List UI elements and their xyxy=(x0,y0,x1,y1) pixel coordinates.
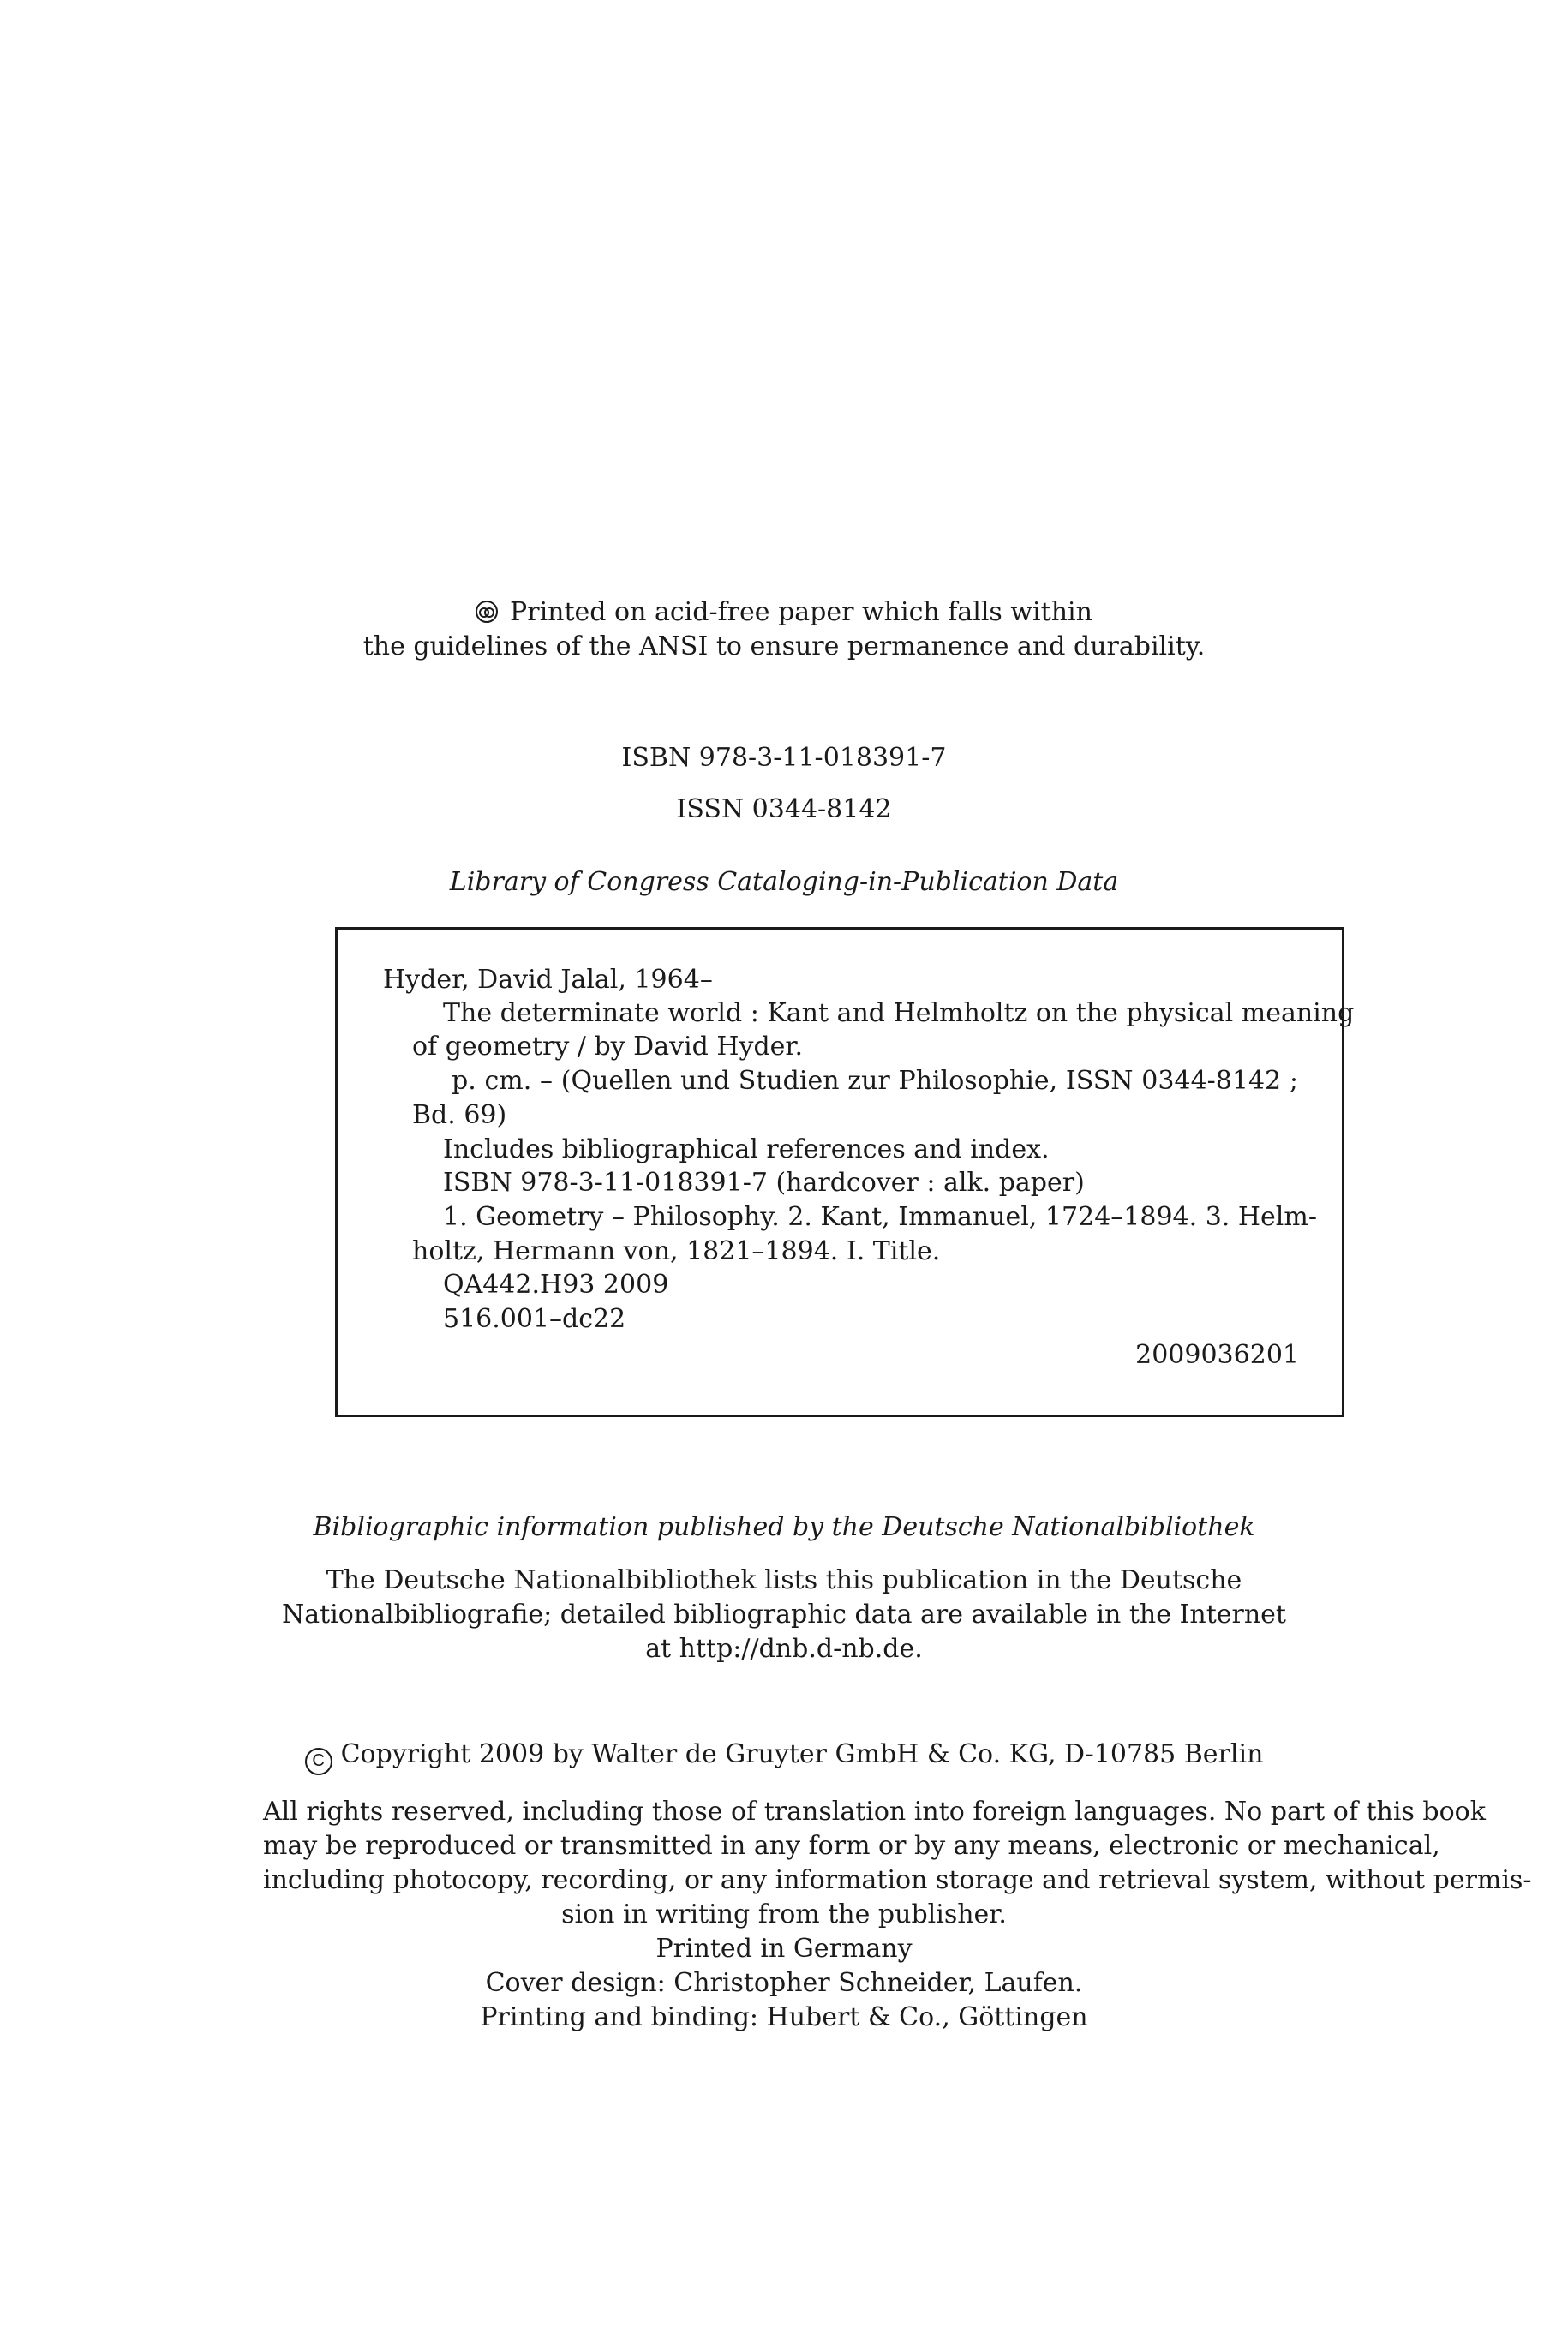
cover-design: Cover design: Christopher Schneider, Laufen. xyxy=(485,1968,1083,1998)
acid-free-paper-icon xyxy=(476,601,498,623)
cip-data-box xyxy=(335,927,1355,1417)
cip-title-line-1: The determinate world : Kant and Helmholtz on the physical meaning xyxy=(443,998,1355,1028)
rights-line-2: may be reproduced or transmitted in any form or by any means, electronic or mechanical, xyxy=(263,1831,1440,1861)
cip-subjects-line-1: 1. Geometry – Philosophy. 2. Kant, Immanuel, 1724–1894. 3. Helm- xyxy=(443,1202,1317,1232)
cip-lc-class: QA442.H93 2009 xyxy=(443,1270,669,1300)
isbn: ISBN 978-3-11-018391-7 xyxy=(621,743,947,773)
issn: ISSN 0344-8142 xyxy=(676,794,892,824)
cip-isbn: ISBN 978-3-11-018391-7 (hardcover : alk. paper) xyxy=(443,1168,1085,1198)
dnb-line-1: The Deutsche Nationalbibliothek lists this publication in the Deutsche xyxy=(326,1565,1242,1595)
cip-dewey: 516.001–dc22 xyxy=(443,1304,626,1334)
loc-heading: Library of Congress Cataloging-in-Publication Data xyxy=(449,867,1119,897)
cip-subjects-line-2: holtz, Hermann von, 1821–1894. I. Title. xyxy=(412,1236,941,1266)
copyright-icon: C xyxy=(305,1748,332,1775)
dnb-line-2: Nationalbibliografie; detailed bibliographic data are available in the Internet xyxy=(281,1600,1286,1630)
acid-free-line-1: Printed on acid-free paper which falls within xyxy=(0,595,1568,630)
acid-free-line-2: the guidelines of the ANSI to ensure permanence and durability. xyxy=(362,631,1206,661)
cip-series-line-1: p. cm. – (Quellen und Studien zur Philosophie, ISSN 0344-8142 ; xyxy=(452,1066,1298,1096)
printed-in: Printed in Germany xyxy=(655,1934,913,1964)
cip-notes: Includes bibliographical references and index. xyxy=(443,1134,1050,1164)
cip-control-number: 2009036201 xyxy=(1135,1340,1299,1370)
cip-author: Hyder, David Jalal, 1964– xyxy=(383,965,713,995)
cip-title-line-2: of geometry / by David Hyder. xyxy=(412,1032,804,1062)
cip-series-line-2: Bd. 69) xyxy=(412,1100,507,1130)
rights-line-3: including photocopy, recording, or any information storage and retrieval system, without permis- xyxy=(263,1865,1532,1895)
dnb-heading: Bibliographic information published by the Deutsche Nationalbibliothek xyxy=(313,1512,1255,1542)
rights-line-1: All rights reserved, including those of translation into foreign languages. No part of this book xyxy=(263,1797,1486,1827)
printing-binding: Printing and binding: Hubert & Co., Göttingen xyxy=(480,2002,1088,2032)
copyright-line: C Copyright 2009 by Walter de Gruyter GmbH & Co. KG, D-10785 Berlin xyxy=(0,1738,1568,1775)
rights-line-4: sion in writing from the publisher. xyxy=(561,1899,1007,1929)
dnb-line-3: at http://dnb.d-nb.de. xyxy=(645,1634,923,1664)
